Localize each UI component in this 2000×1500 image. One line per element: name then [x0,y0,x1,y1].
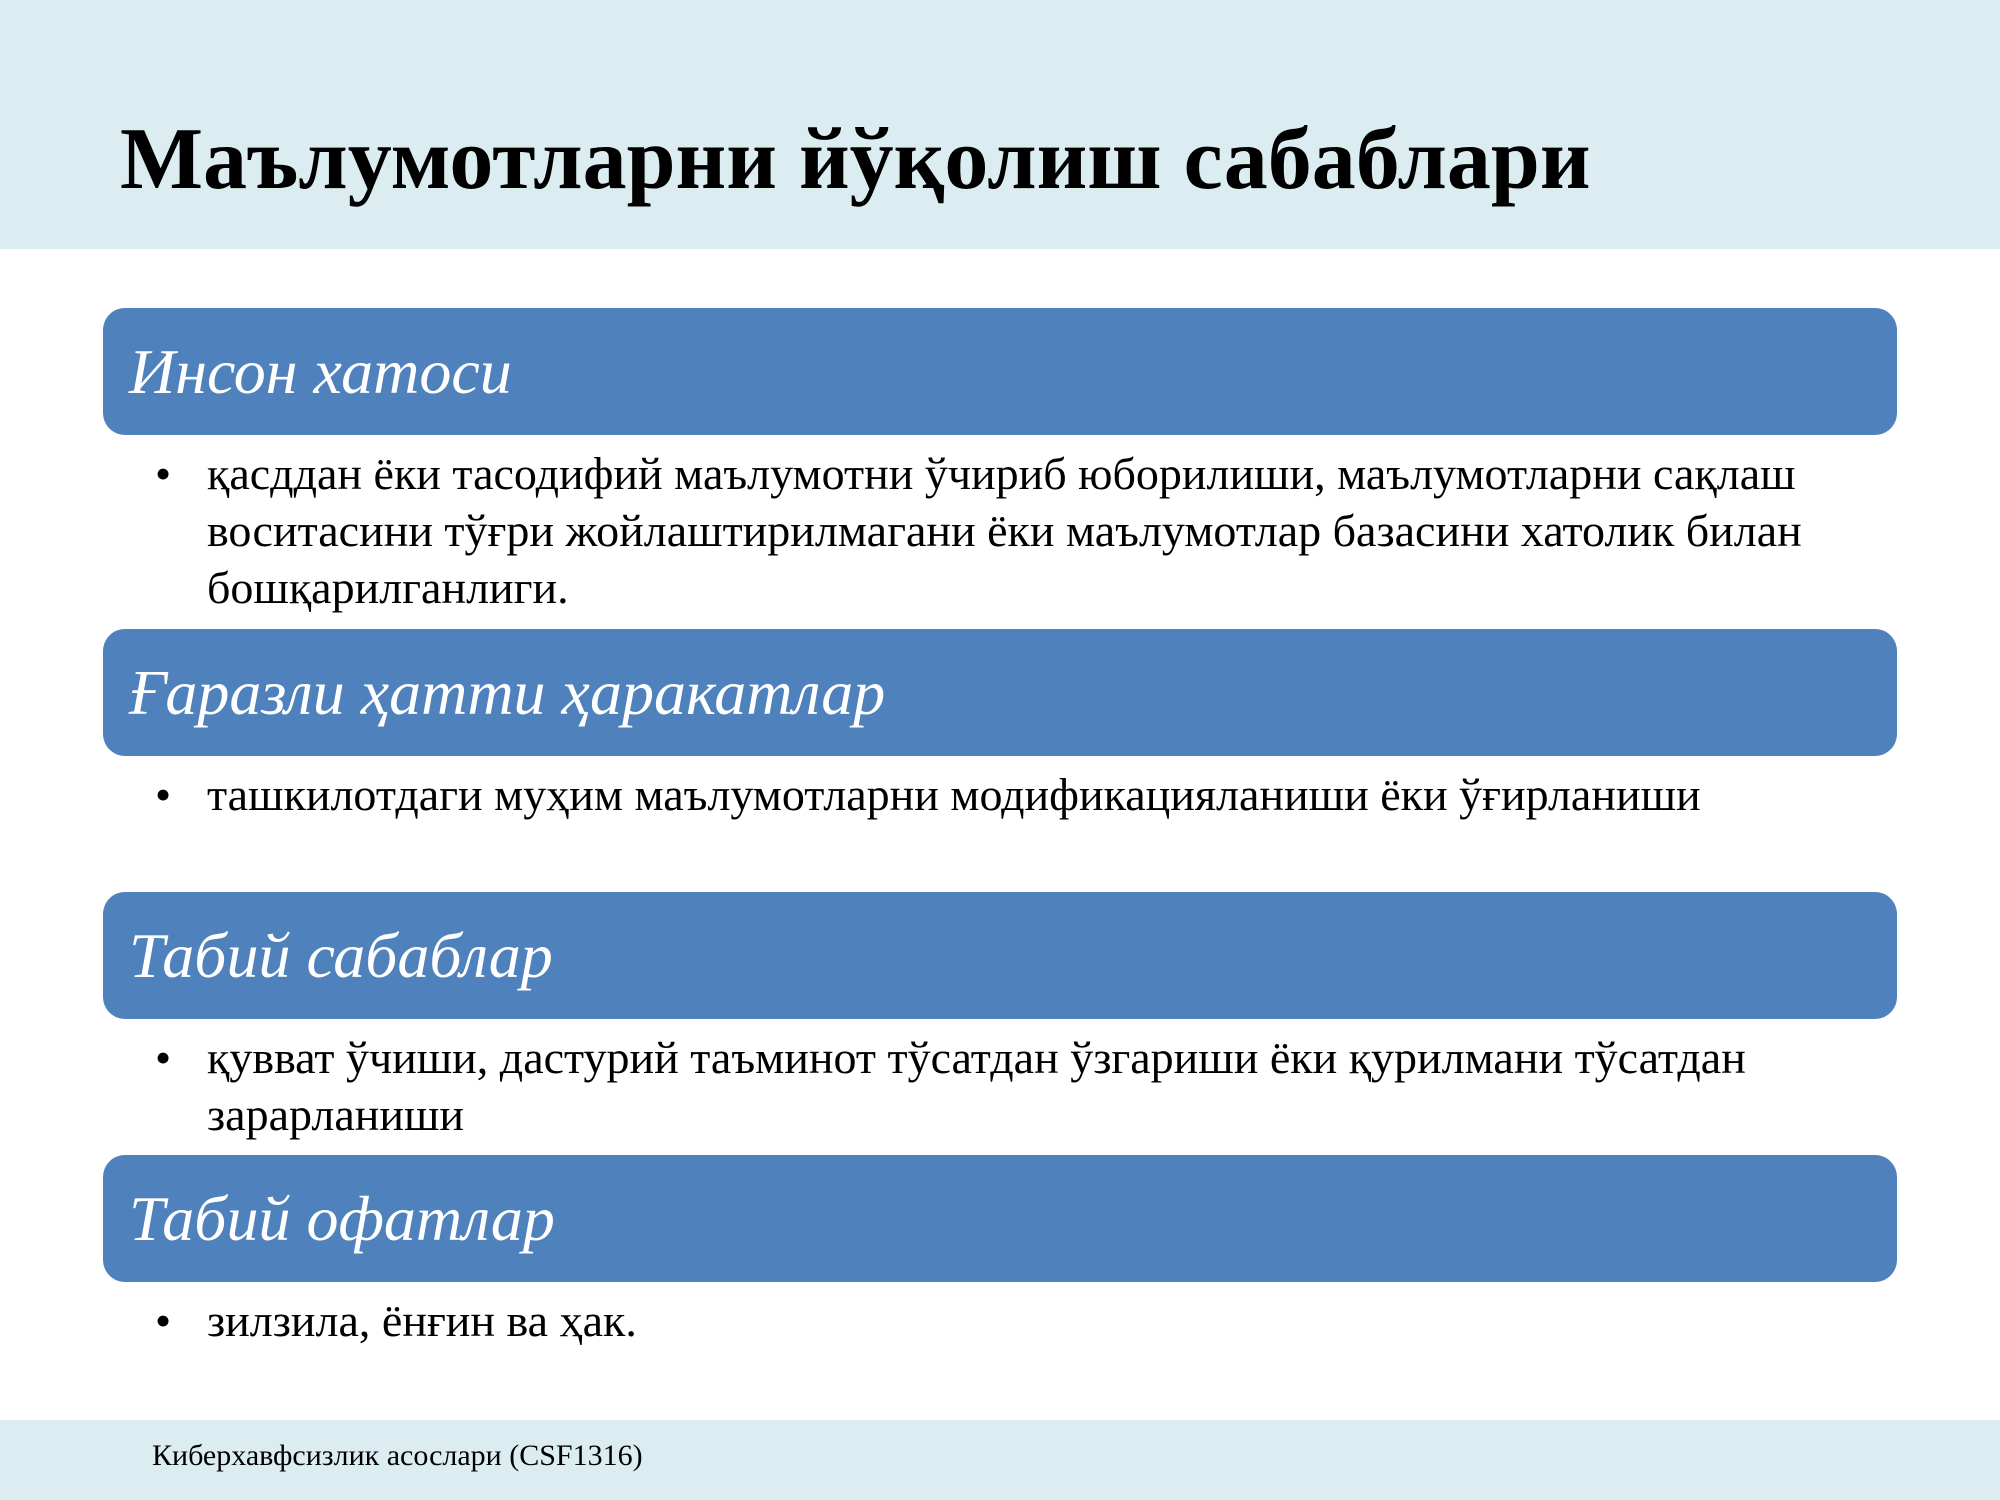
bullet-icon: • [155,1295,172,1346]
section-bar-natural-disasters [103,1155,1897,1282]
bullet-icon: • [155,1032,172,1083]
slide-title: Маълумотларни йўқолиш сабаблари [120,111,1591,208]
section-heading: Табий офатлар [129,1183,555,1254]
section-bar-human-error [103,308,1897,435]
bullet-icon: • [155,769,172,820]
bullet-text: зилзила, ёнғин ва ҳак. [207,1295,637,1346]
section-heading: Табий сабаблар [129,920,553,991]
bullet-text: ташкилотдаги муҳим маълумотларни модификацияланиши ёки ўғирланиши [207,769,1701,820]
section-heading: Ғаразли ҳатти ҳаракатлар [129,657,886,728]
bullet-text: қувват ўчиши, дастурий таъминот тўсатдан ўзгариши ёки қурилмани тўсатдан зарарланиши [207,1032,1746,1140]
section-bar-malicious-actions [103,629,1897,756]
section-heading: Инсон хатоси [129,336,512,407]
bullet-text: қасддан ёки тасодифий маълумотни ўчириб юборилиши, маълумотларни сақлаш воситасини тўғри жойлаштирилмагани ёки маълумотлар базасини хатолик билан бошқарилганлиги. [207,448,1802,613]
section-bar-natural-causes [103,892,1897,1019]
footer-text: Киберхавфсизлик асослари (CSF1316) [152,1439,643,1472]
bullet-icon: • [155,448,172,499]
